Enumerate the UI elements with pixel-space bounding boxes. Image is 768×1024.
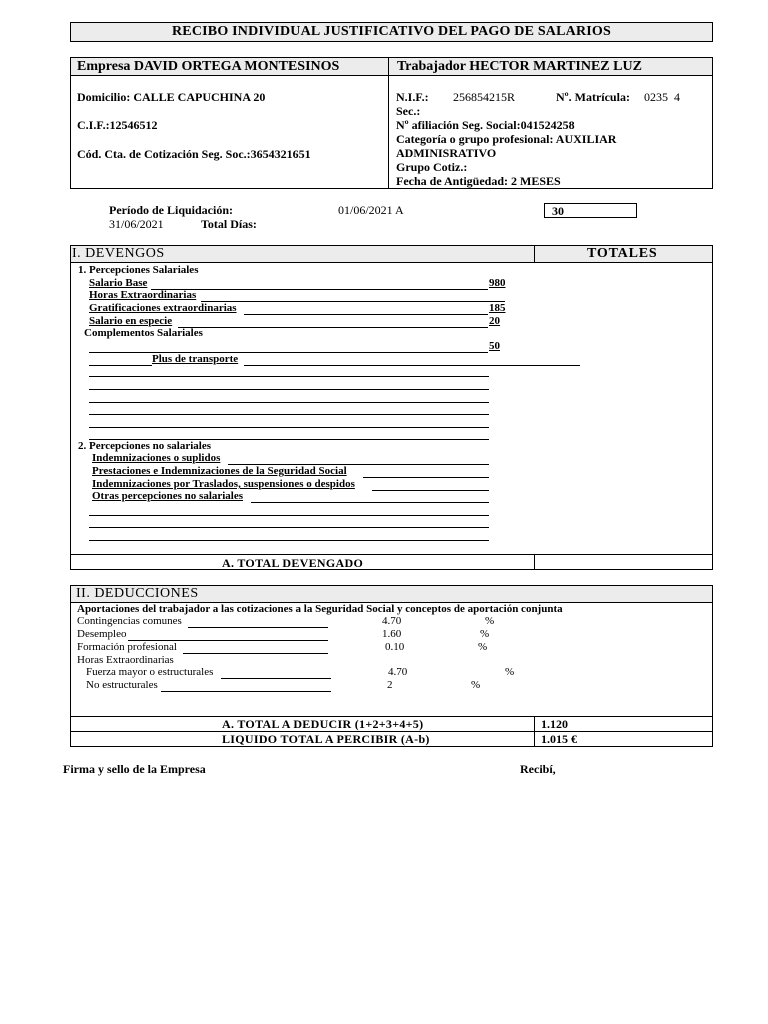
blank-line [89,515,489,516]
totals-column-divider-bottom [534,554,535,570]
complements-heading: Complementos Salariales [84,327,203,339]
earnings-header: I. DEVENGOS [72,246,165,261]
company-worker-divider [388,57,389,189]
total-days-label: Total Días: [201,217,257,231]
bonuses-value: 185 [489,302,506,314]
worker-seniority: Fecha de Antigüedad: 2 MESES [396,174,561,188]
blank-line [89,414,489,415]
non-structural-percent: % [471,679,481,691]
worker-nif-value: 256854215R [453,90,516,104]
totals-header: TOTALES [587,246,658,261]
vocational-training-label: Formación profesional [77,641,177,653]
social-security-benefits-label: Prestaciones e Indemnizaciones de la Seguridad Social [92,465,347,477]
receipt-title: RECIBO INDIVIDUAL JUSTIFICATIVO DEL PAGO DE SALARIOS [171,24,612,39]
base-salary-label: Salario Base [89,277,148,289]
earnings-total-separator [70,554,713,555]
worker-group: Grupo Cotiz.: [396,160,468,174]
total-days-box [544,203,637,218]
common-contingencies-label: Contingencias comunes [77,615,182,627]
total-deduct-label: A. TOTAL A DEDUCIR (1+2+3+4+5) [222,717,424,731]
contributions-heading: Aportaciones del trabajador a las cotizaciones a la Seguridad Social y conceptos de aportación conjunta [77,603,563,615]
total-deduct-divider [534,716,535,732]
common-contingencies-line [188,627,328,628]
bonuses-line [244,314,488,315]
blank-line [89,540,489,541]
worker-sec: Sec.: [396,104,421,118]
total-earned-label: A. TOTAL DEVENGADO [222,556,364,570]
company-header-box [70,57,389,76]
company-worker-box [70,57,713,189]
force-majeure-percent: % [505,666,515,678]
receipt-title-box [70,22,713,42]
net-pay-divider [534,731,535,747]
in-kind-salary-line [178,327,488,328]
non-structural-line [161,691,331,692]
blank-line [89,376,489,377]
blank-line [89,389,489,390]
period-from: 01/06/2021 A [338,203,404,217]
bonuses-label: Gratificaciones extraordinarias [89,302,237,314]
worker-header: Trabajador HECTOR MARTINEZ LUZ [397,59,642,74]
transport-plus-label: Plus de transporte [152,353,239,365]
worker-header-box [388,57,713,76]
net-pay-value: 1.015 € [541,732,577,746]
period-to: 31/06/2021 [109,217,164,231]
company-cif: C.I.F.:12546512 [77,118,158,132]
blank-line [89,402,489,403]
transfer-compensation-label: Indemnizaciones por Traslados, suspensiones o despidos [92,478,355,490]
overtime-label: Horas Extraordinarias [89,289,197,301]
non-structural-value: 2 [387,679,393,691]
common-contingencies-percent: % [485,615,495,627]
unemployment-label: Desempleo [77,628,127,640]
base-salary-line [151,289,488,290]
worker-category-cont: ADMINISRATIVO [396,146,497,160]
worker-nif-label: N.I.F.: [396,90,429,104]
company-signature-label: Firma y sello de la Empresa [63,762,206,776]
other-perceptions-label: Otras percepciones no salariales [92,490,244,502]
total-days-value: 30 [552,204,564,218]
other-perceptions-line [251,502,489,503]
complements-value: 50 [489,340,500,352]
blank-line [89,427,489,428]
vocational-training-value: 0.10 [385,641,405,653]
company-header: Empresa DAVID ORTEGA MONTESINOS [77,59,340,74]
company-address: Domicilio: CALLE CAPUCHINA 20 [77,90,266,104]
totals-column-divider [534,245,535,263]
overtime-deductions-heading: Horas Extraordinarias [77,654,174,666]
worker-affiliation: Nº afiliación Seg. Social:041524258 [396,118,575,132]
unemployment-percent: % [480,628,490,640]
overtime-line [201,301,505,302]
worker-matricula-label: Nº. Matrícula: [556,90,630,104]
worker-matricula-value: 0235 4 [644,90,680,104]
total-deduct-value: 1.120 [541,717,568,731]
net-pay-label: LIQUIDO TOTAL A PERCIBIR (A-b) [222,732,430,746]
force-majeure-line [221,678,331,679]
in-kind-salary-label: Salario en especie [89,315,173,327]
company-contribution-code: Cód. Cta. de Cotización Seg. Soc.:3654321651 [77,147,311,161]
transport-line-left [89,365,152,366]
deductions-header: II. DEDUCCIONES [76,586,199,601]
unemployment-value: 1.60 [382,628,402,640]
vocational-training-line [183,653,328,654]
force-majeure-value: 4.70 [388,666,408,678]
vocational-training-percent: % [478,641,488,653]
complements-line [89,352,488,353]
force-majeure-label: Fuerza mayor o estructurales [86,666,214,678]
common-contingencies-value: 4.70 [382,615,402,627]
period-label: Período de Liquidación: [109,203,234,217]
worker-category: Categoría o grupo profesional: AUXILIAR [396,132,617,146]
salary-perceptions-heading: 1. Percepciones Salariales [78,264,199,276]
transfer-compensation-line [372,490,489,491]
non-structural-label: No estructurales [86,679,158,691]
allowances-label: Indemnizaciones o suplidos [92,452,221,464]
in-kind-salary-value: 20 [489,315,500,327]
social-security-benefits-line [363,477,489,478]
non-salary-perceptions-heading: 2. Percepciones no salariales [78,440,211,452]
transport-line-right [244,365,580,366]
received-label: Recibí, [520,762,556,776]
blank-line [89,527,489,528]
base-salary-value: 980 [489,277,506,289]
